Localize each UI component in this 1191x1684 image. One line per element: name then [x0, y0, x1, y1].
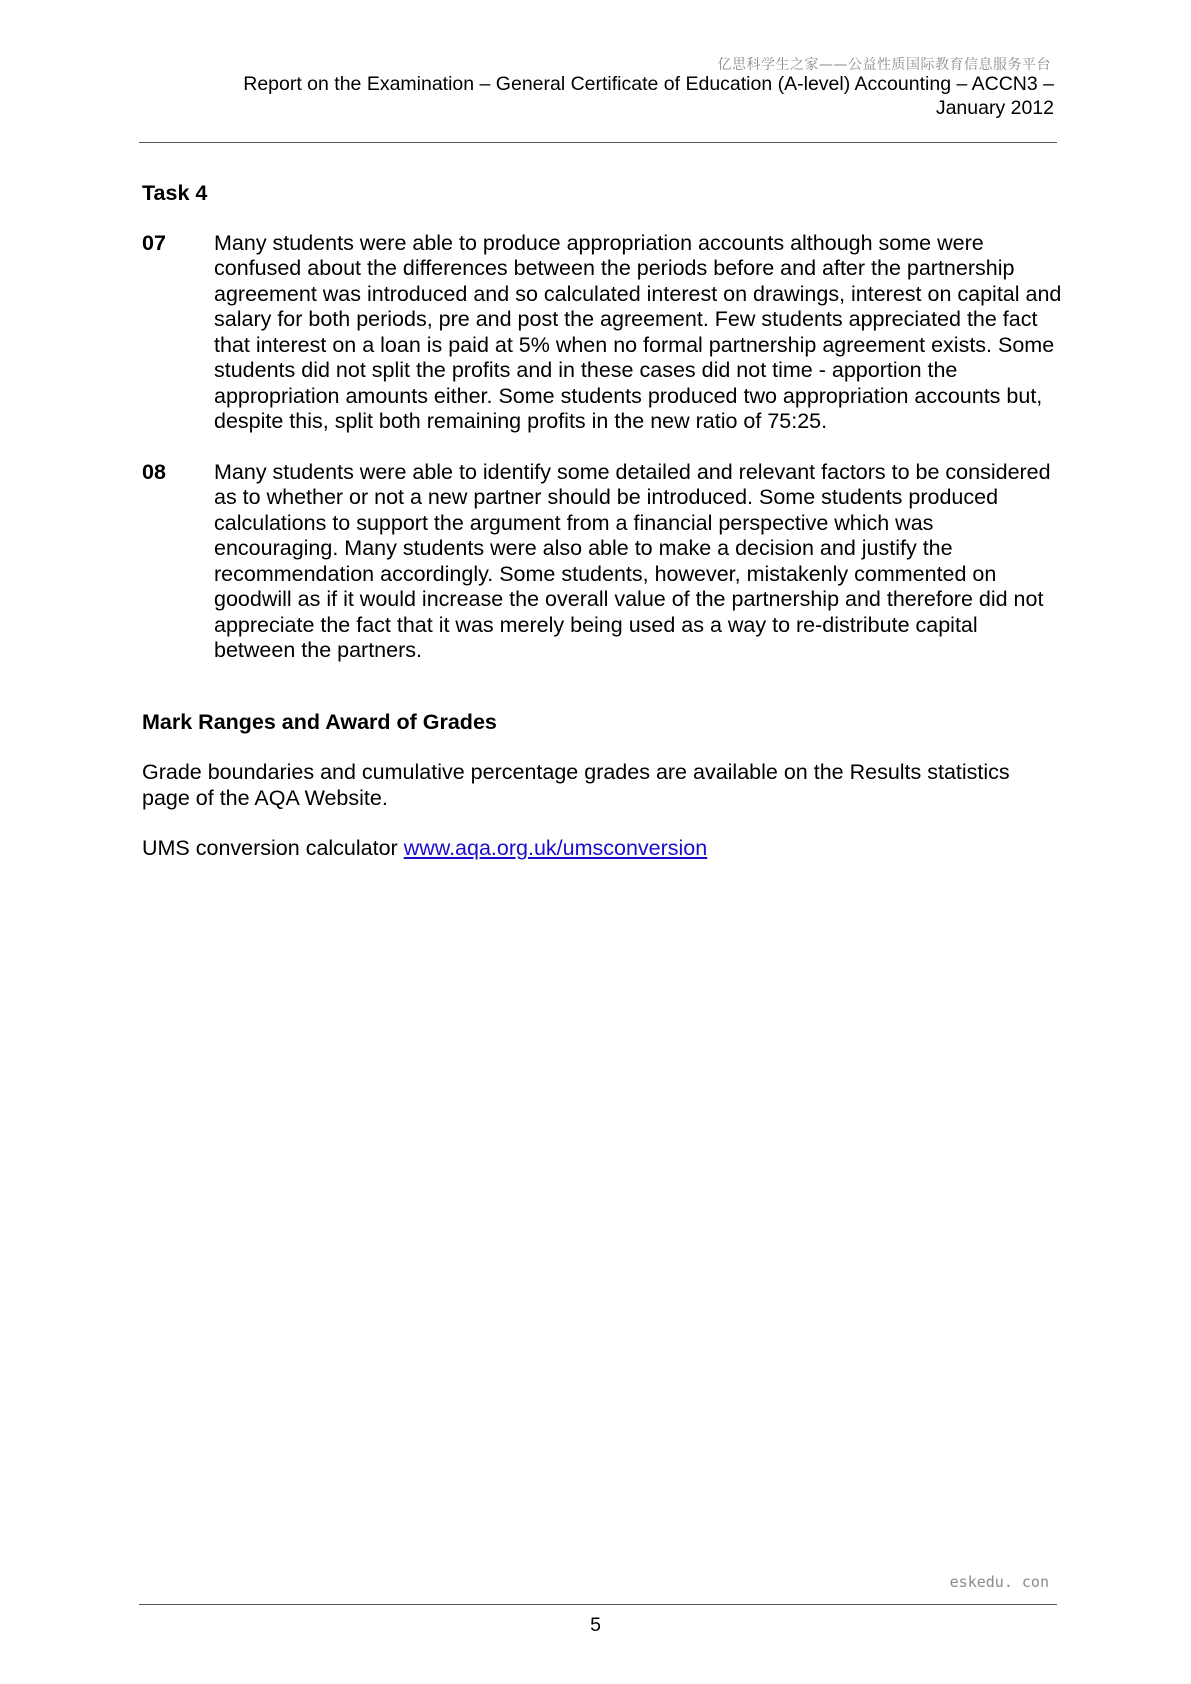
report-title [154, 72, 1054, 120]
question-text: Many students were able to produce appropriation accounts although some were confused about the differences between the periods before and after the partnership agreement was introduced and so calculated interest on drawings, interest on capital and salary for both periods, pre and post the agreement. Few students appreciated the fact that interest on a loan is paid at 5% when no formal partnership agreement exists. Some students did not split the profits and in these cases did not time - apportion the appropriation amounts either. Some students produced two appropriation accounts but, despite this, split both remaining profits in the new ratio of 75:25. [214, 230, 1062, 433]
header-divider [139, 142, 1057, 143]
footer-watermark: eskedu. con [949, 1573, 1049, 1591]
report-title-line-2: January 2012 [935, 97, 1054, 119]
question-text: Many students were able to identify some detailed and relevant factors to be considered as to whether or not a new partner should be introduced. Some students produced calculations to support the argument from a financial perspective which was encouraging. Many students were also able to make a decision and justify the recommendation accordingly. Some students, however, mistakenly commented on goodwill as if it would increase the overall value of the partnership and therefore did not appreciate the fact that it was merely being used as a way to re-distribute capital between the partners. [214, 459, 1051, 662]
question-07 [142, 231, 1062, 435]
ums-label: UMS conversion calculator [142, 836, 404, 860]
ums-conversion-link[interactable]: www.aqa.org.uk/umsconversion [403, 836, 708, 860]
question-number: 07 [142, 230, 166, 255]
grades-paragraph: Grade boundaries and cumulative percentage grades are available on the Results statistics page of the AQA Website. [142, 760, 1010, 810]
question-number: 08 [142, 459, 166, 484]
task-heading: Task 4 [142, 181, 208, 205]
question-08 [142, 460, 1062, 664]
ums-line [142, 836, 1062, 862]
header-watermark: 亿思科学生之家——公益性质国际教育信息服务平台 [717, 57, 1051, 73]
report-title-line-1: Report on the Examination – General Certificate of Education (A-level) Accounting – ACCN3 – [243, 73, 1054, 95]
footer-divider [139, 1604, 1057, 1605]
page-content [142, 181, 1062, 887]
grades-heading: Mark Ranges and Award of Grades [142, 709, 497, 734]
page-number: 5 [590, 1614, 601, 1636]
